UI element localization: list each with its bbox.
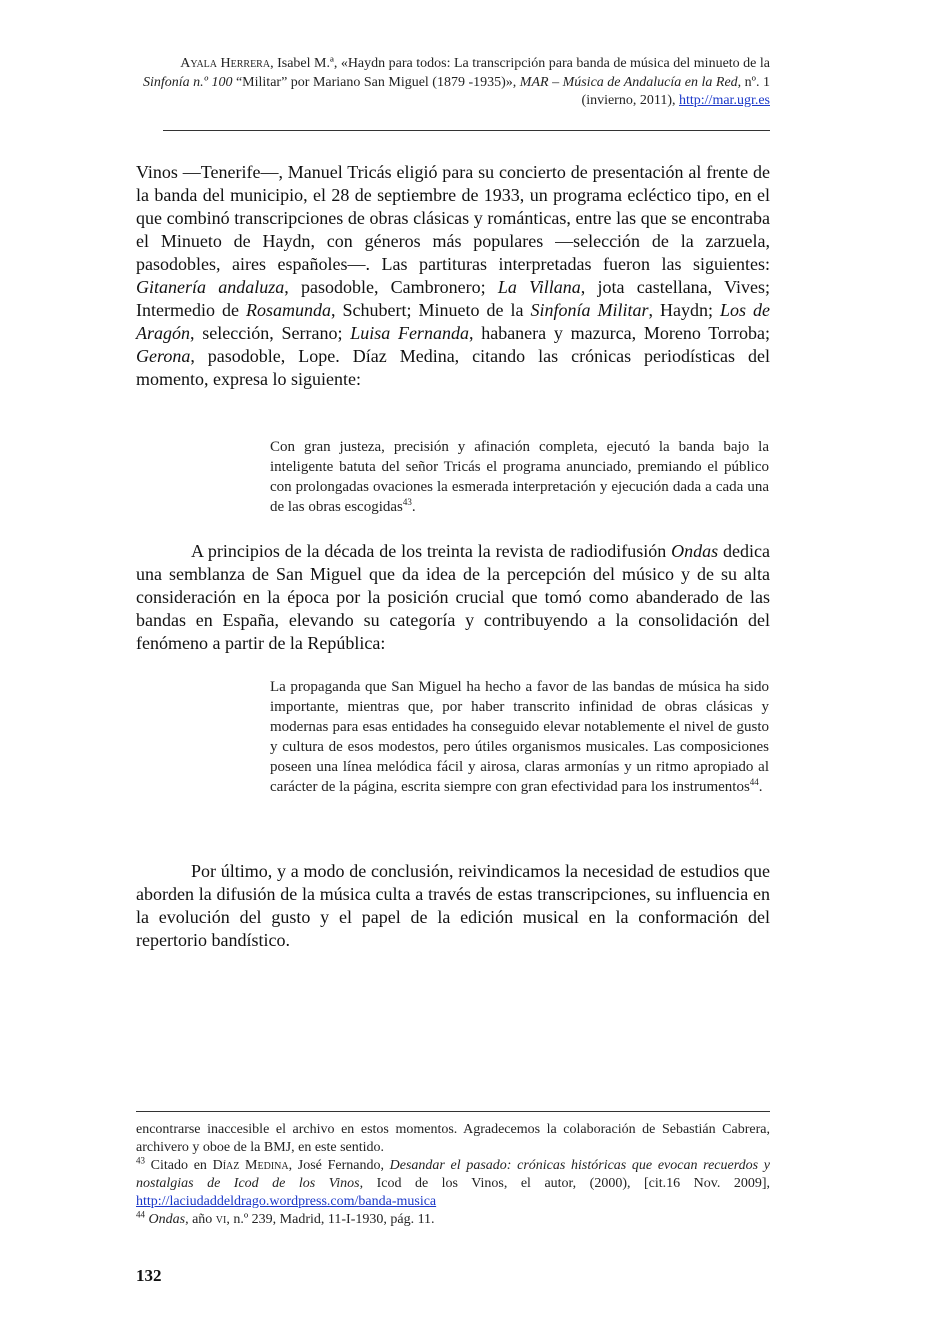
quote-text: Con gran justeza, precisión y afinación completa, ejecutó la banda bajo la inteligente batuta del señor Tricás el programa anunciado, premiando el público con prolongadas ovaciones la esmerada interpretación y ejecución dada a cada una de las obras escogidas [270, 439, 769, 515]
footnote-text: , Icod de los Vinos, el autor, (2000), [cit.16 Nov. 2009], [359, 1176, 770, 1191]
body-paragraph-1 [136, 161, 770, 391]
footnote-43 [136, 1157, 770, 1211]
work-title: Gerona [136, 346, 191, 366]
footnote-number: 44 [136, 1209, 145, 1220]
footnote-continuation: encontrarse inaccesible el archivo en estos momentos. Agradecemos la colaboración de Sebastián Cabrera, archivero y oboe de la BMJ, en este sentido. [136, 1122, 770, 1155]
body-paragraph-2 [136, 540, 770, 655]
header-author: Ayala Herrera [180, 56, 271, 71]
paragraph-text: A principios de la década de los treinta la revista de radiodifusión [191, 541, 672, 561]
running-header [136, 55, 770, 111]
work-title: Gitanería andaluza [136, 277, 285, 297]
work-title: Sinfonía Militar [530, 300, 649, 320]
work-title: Rosamunda [245, 300, 331, 320]
work-title: Los de Aragón [136, 300, 770, 343]
footnote-text: , José Fernando, [288, 1158, 390, 1173]
footnote-url-link[interactable]: http://laciudaddeldrago.wordpress.com/banda-musica [136, 1194, 437, 1209]
footnote-text: Citado en [145, 1158, 213, 1173]
block-quote-1 [270, 437, 769, 517]
header-url-link[interactable]: http://mar.ugr.es [679, 93, 770, 108]
footnote-text: , año [185, 1212, 216, 1227]
quote-text: . [758, 779, 763, 795]
footnotes-section [136, 1121, 770, 1229]
paragraph-text: , selección, Serrano; [190, 323, 351, 343]
paragraph-text: , habanera y mazurca, Moreno Torroba; [468, 323, 770, 343]
header-text: “Militar” por Mariano San Miguel (1879 -1935)», [232, 74, 520, 90]
quote-text: La propaganda que San Miguel ha hecho a favor de las bandas de música ha sido importante, mientras que, por haber transcrito infinidad de obras clásicas y modernas para esas entidades ha conseguido elevar notablemente el nivel de gusto y cultura de esos modestos, pero útiles organismos musicales. Las composiciones poseen una línea melódica fácil y airosa, claras armonías y un ritmo apropiado al carácter de la página, escrita siempre con gran efectividad para los instrumentos [270, 679, 769, 795]
header-work-title: Sinfonía n.º 100 [142, 74, 233, 90]
header-text: , Isabel M.ª, «Haydn para todos: La transcripción para banda de música del minueto de la [270, 56, 770, 71]
footnote-ref-43[interactable]: 43 [402, 497, 412, 507]
quote-text: . [411, 499, 416, 515]
footnote-year: vi [215, 1212, 227, 1227]
body-paragraph-3: Por último, y a modo de conclusión, reivindicamos la necesidad de estudios que aborden la difusión de la música culta a través de estas transcripciones, su influencia en la evolución del gusto y el papel de la edición musical en la conformación del repertorio bandístico. [136, 861, 770, 950]
header-journal-title: MAR – Música de Andalucía en la Red [519, 74, 738, 90]
paragraph-text: , pasodoble, Lope. Díaz Medina, citando las crónicas periodísticas del momento, expresa lo siguiente: [136, 346, 770, 389]
paragraph-text: , Schubert; Minueto de la [330, 300, 531, 320]
paragraph-text: , Haydn; [648, 300, 720, 320]
footnote-text: , n.º 239, Madrid, 11-I-1930, pág. 11. [226, 1212, 435, 1227]
footnote-title: Desandar el pasado: crónicas históricas que evocan recuerdos y nostalgias de Icod de los Vinos [136, 1158, 770, 1191]
work-title: La Villana [497, 277, 581, 297]
footnote-title: Ondas [148, 1212, 186, 1227]
paragraph-text: Vinos —Tenerife—, Manuel Tricás eligió para su concierto de presentación al frente de la banda del municipio, el 28 de septiembre de 1933, un programa ecléctico tipo, en el que combinó transcripciones de obras clásicas y románticas, entre las que se encontraba el Minueto de Haydn, con géneros más populares —selección de la zarzuela, pasodobles, aires españoles—. Las partituras interpretadas fueron las siguientes: [136, 162, 770, 274]
footnote-ref-44[interactable]: 44 [749, 777, 759, 787]
header-divider [163, 130, 770, 131]
work-title: Luisa Fernanda [350, 323, 469, 343]
footnote-author: Díaz Medina [212, 1158, 289, 1173]
paragraph-text: , pasodoble, Cambronero; [284, 277, 498, 297]
page-number: 132 [136, 1266, 162, 1285]
footnote-number: 43 [136, 1155, 145, 1166]
header-text: , nº. 1 (invierno, 2011), [581, 74, 770, 108]
work-title: Ondas [671, 541, 719, 561]
footnote-44 [136, 1211, 770, 1229]
paragraph-text: , jota castellana, Vives; Intermedio de [136, 277, 770, 320]
paragraph-text: dedica una semblanza de San Miguel que da idea de la percepción del músico y de su alta consideración en la época por la posición crucial que tomó como abanderado de las bandas en España, elevando su categoría y contribuyendo a la consolidación del fenómeno a partir de la República: [136, 541, 770, 653]
footnote-divider [136, 1111, 770, 1112]
block-quote-2 [270, 677, 769, 797]
